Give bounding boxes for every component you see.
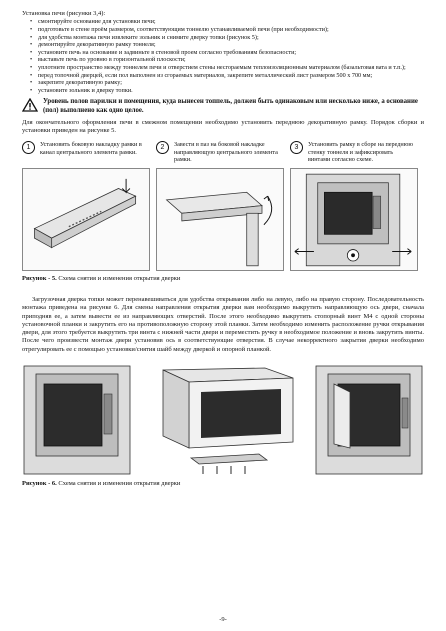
step-number: 3 xyxy=(290,141,303,154)
step-text: Установить рамку в сборе на переднюю стенку тоннеля и зафиксировать винтами согласно схеме. xyxy=(308,141,413,164)
caption-text: Схема снятия и изменения открытия дверки xyxy=(56,480,181,488)
assembly-step xyxy=(290,141,416,164)
assembly-step xyxy=(22,141,148,164)
list-item: • уплотните пространство между тоннелем печи и отверстием стены несгораемым теплоизоляционным материалом (базальтовая вата и т.п.); xyxy=(30,64,424,72)
step-text: Завести в паз на боковой накладке направляющую центрального элемента рамки. xyxy=(174,141,278,164)
figure-6-caption xyxy=(22,480,424,487)
paragraph-frame: Для окончательного оформления печи в смежном помещении необходимо установить переднюю декоративную рамку. Порядок сборки и установки приведен на рисунке 5. xyxy=(22,118,424,134)
list-item: • закрепите декоративную рамку; xyxy=(30,79,424,87)
assembly-steps xyxy=(22,141,424,164)
page-number: -9- xyxy=(219,616,227,623)
figure-5 xyxy=(22,168,424,271)
warning-icon xyxy=(22,98,38,112)
figure-door-closed xyxy=(22,364,132,476)
figure-6 xyxy=(22,364,424,476)
assembly-step xyxy=(156,141,282,164)
figure-5-caption xyxy=(22,275,424,282)
list-item: • перед топочной дверцей, если пол выполнен из сгораемых материалов, закрепите металлический лист размером 500 х 700 мм; xyxy=(30,72,424,80)
caption-label: Рисунок - 5. xyxy=(22,274,57,282)
list-item: • демонтируйте декоративную рамку тоннеля; xyxy=(30,41,424,49)
step-number: 1 xyxy=(22,141,35,154)
paragraph-door: Загрузочная дверка топки может перенавешиваться для удобства открывания либо на левую, либо на правую сторону. Последовательность монтажа приведена на рисунке 6. Для смены направления открытия дверки вам необходимо выкрутить направляющую ось двери, сначала приподняв ее, а затем вывести ее из направляющих отверстий. После этого необходимо выкрутить стопорный винт М4 с одной стороны установочной планки и закрутить его на противоположную сторону этой планки. Затем необходимо изменить расположение ручки открывания двери, для этого требуется выкрутить три винта с нижней части двери и переместить ручку в необходимое положение и вновь закрутить винты. После чего произвести монтаж двери установив ось в соответствующие отверстия. В случае некорректного закрытия дверки необходимо отрегулировать ее с помощью установки/снятия шайб между дверкой и опорной планкой. xyxy=(22,295,424,353)
figure-frame-side-panel xyxy=(22,168,150,271)
warning-block xyxy=(22,98,424,114)
caption-label: Рисунок - 6. xyxy=(22,480,57,488)
install-steps xyxy=(22,18,424,94)
warning-text: Уровень полов парилки и помещения, куда вынесен топпель, должен быть одинаковым или несколько ниже, а основание (пол) выполнено как одно целое. xyxy=(43,98,418,114)
figure-door-open xyxy=(314,364,424,476)
list-item: • выставьте печь по уровню в горизонтальной плоскости; xyxy=(30,56,424,64)
step-text: Установить боковую накладку рамки в канал центрального элемента рамки. xyxy=(40,141,142,156)
list-item: • смонтируйте основание для установки печи; xyxy=(30,18,424,26)
figure-frame-guide xyxy=(156,168,284,271)
step-number: 2 xyxy=(156,141,169,154)
caption-text: Схема снятия и изменения открытия дверки xyxy=(56,274,181,282)
list-item: • подготовьте в стене проём размером, соответствующим тоннелю устанавливаемой печи (при необходимости); xyxy=(30,26,424,34)
list-item: • установите зольник и дверку топки. xyxy=(30,87,424,95)
figure-frame-mounted xyxy=(290,168,418,271)
install-intro: Установка печи (рисунки 3,4): xyxy=(22,10,106,17)
figure-door-removed xyxy=(143,364,303,476)
list-item: • для удобства монтажа печи извлеките зольник и снимите дверку топки (рисунок 5); xyxy=(30,34,424,42)
list-item: • установите печь на основание и задвиньте в стеновой проем согласно требованиям безопасности; xyxy=(30,49,424,57)
